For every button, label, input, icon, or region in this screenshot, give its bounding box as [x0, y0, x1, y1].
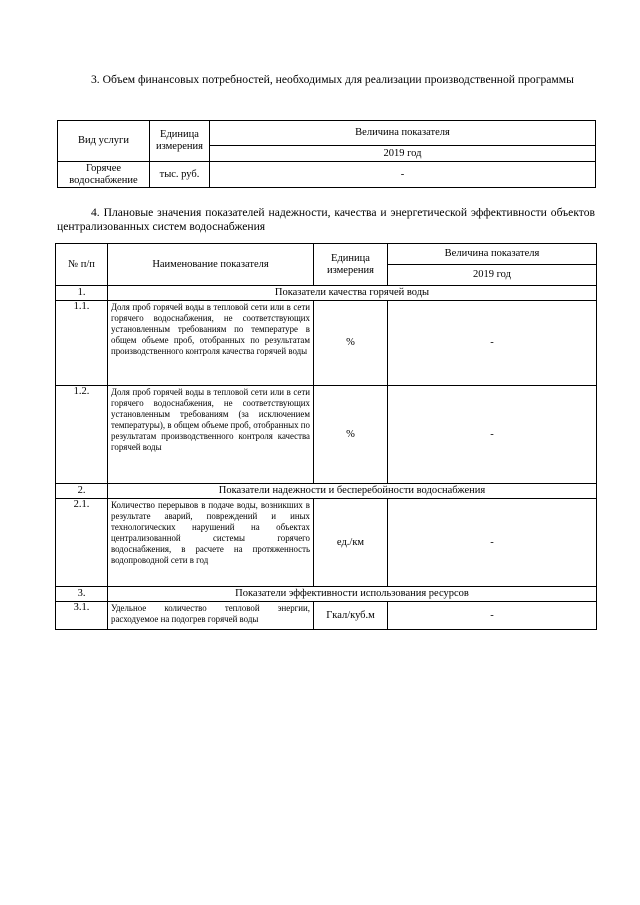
section4-heading: 4. Плановые значения показателей надежности, качества и энергетической эффективности объектов централизованных систем водоснабжения — [57, 206, 595, 233]
table-row — [56, 499, 597, 587]
row-name: Доля проб горячей воды в тепловой сети или в сети горячего водоснабжения, не соответствующих установленным требованиям (за исключением температуры), в общем объеме проб, отобранных по результатам производственного контроля качества горячей воды — [108, 386, 314, 484]
header-year: 2019 год — [210, 146, 596, 162]
header-name: Наименование показателя — [108, 244, 314, 286]
table-row — [56, 602, 597, 630]
row-unit: ед./км — [314, 499, 388, 587]
header-service: Вид услуги — [58, 121, 150, 162]
header-unit: Единица измерения — [150, 121, 210, 162]
row-num: 2. — [56, 484, 108, 499]
section-row — [56, 587, 597, 602]
cell-service: Горячее водоснабжение — [58, 162, 150, 188]
row-unit: % — [314, 301, 388, 386]
row-num: 1.2. — [56, 386, 108, 484]
section-title: Показатели качества горячей воды — [108, 286, 597, 301]
header-value: Величина показателя — [388, 244, 597, 265]
row-name: Удельное количество тепловой энергии, расходуемое на подогрев горячей воды — [108, 602, 314, 630]
row-num: 2.1. — [56, 499, 108, 587]
section-row — [56, 286, 597, 301]
cell-value: - — [210, 162, 596, 188]
financial-needs-table — [57, 120, 596, 188]
row-name: Количество перерывов в подаче воды, возникших в результате аварий, повреждений и иных технологических нарушений на объектах централизованной системы горячего водоснабжения, в расчете на протяженность водопроводной сети в год — [108, 499, 314, 587]
section-title: Показатели надежности и бесперебойности водоснабжения — [108, 484, 597, 499]
header-value: Величина показателя — [210, 121, 596, 146]
row-num: 1.1. — [56, 301, 108, 386]
row-unit: % — [314, 386, 388, 484]
row-value: - — [388, 301, 597, 386]
header-num: № п/п — [56, 244, 108, 286]
section3-heading: 3. Объем финансовых потребностей, необходимых для реализации производственной программы — [91, 73, 574, 86]
cell-unit: тыс. руб. — [150, 162, 210, 188]
header-unit: Единица измерения — [314, 244, 388, 286]
row-value: - — [388, 499, 597, 587]
row-value: - — [388, 386, 597, 484]
header-year: 2019 год — [388, 265, 597, 286]
row-value: - — [388, 602, 597, 630]
row-name: Доля проб горячей воды в тепловой сети или в сети горячего водоснабжения, не соответствующих установленным требованиям по температуре в общем объеме проб, отобранных по результатам производственного контроля качества горячей воды — [108, 301, 314, 386]
row-unit: Гкал/куб.м — [314, 602, 388, 630]
table-row — [56, 301, 597, 386]
row-num: 3.1. — [56, 602, 108, 630]
section-row — [56, 484, 597, 499]
section-title: Показатели эффективности использования ресурсов — [108, 587, 597, 602]
indicators-table — [55, 243, 597, 630]
table-row — [56, 386, 597, 484]
table-row — [58, 162, 596, 188]
row-num: 1. — [56, 286, 108, 301]
row-num: 3. — [56, 587, 108, 602]
